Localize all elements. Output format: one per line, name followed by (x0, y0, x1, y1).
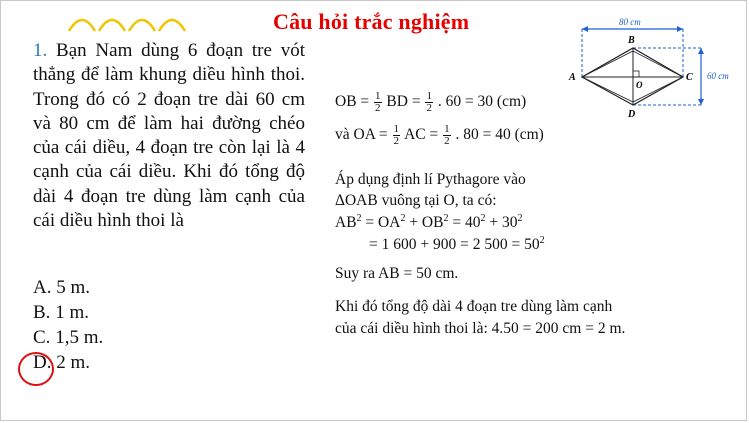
solution-oa (335, 124, 544, 147)
eq-text: = 40 (448, 214, 481, 231)
decorative-arcs-icon (67, 7, 191, 33)
arrow-down-icon (698, 99, 704, 105)
eq-text: . 60 = 30 (cm) (437, 93, 527, 111)
option-letter: A. (33, 277, 52, 298)
eq-text: . 80 = 40 (cm) (455, 126, 544, 144)
question-text (33, 39, 305, 233)
vertex-b: B (628, 35, 635, 46)
frac-num: 1 (375, 90, 381, 102)
frac-num: 1 (426, 90, 432, 102)
exponent: 2 (480, 213, 486, 224)
vertex-c: C (686, 72, 693, 83)
right-angle-mark (633, 71, 639, 77)
frac-den: 2 (393, 135, 400, 147)
question-number: 1. (33, 40, 48, 61)
pythagore-line-2: ΔOAB vuông tại O, ta có: (335, 192, 497, 209)
frac-num: 1 (393, 123, 400, 135)
final-line-1: Khi đó tổng độ dài 4 đoạn tre dùng làm cạnh (335, 298, 613, 315)
final-line-2: của cái diều hình thoi là: 4.50 = 200 cm = 2 m. (335, 320, 626, 337)
option-letter: C. (33, 327, 51, 348)
option-text: 5 m. (56, 277, 91, 298)
eq-text: AB (335, 214, 357, 231)
exponent: 2 (517, 213, 523, 224)
exponent: 2 (400, 213, 406, 224)
option-c[interactable] (33, 325, 103, 350)
option-letter: B. (33, 302, 51, 323)
selected-answer-circle (18, 352, 54, 386)
fraction (425, 91, 433, 114)
option-text: 2 m. (56, 352, 91, 373)
frac-den: 2 (444, 135, 450, 147)
equation-1 (335, 214, 522, 232)
eq-text: AC = (404, 126, 439, 144)
question-body: Bạn Nam dùng 6 đoạn tre vót thẳng để làm khung diều hình thoi. Trong đó có 2 đoạn tre dài 60 cm và 80 cm để làm hai đường chéo của cái diều, 4 đoạn tre còn lại là 4 cạnh của cái diều. Khi đó tổng độ dài 4 đoạn tre dùng làm cạnh của cái diều hình thoi là (33, 40, 305, 232)
vertex-o: O (636, 80, 643, 90)
fraction (393, 124, 401, 147)
rhombus-kite-diagram (567, 15, 743, 123)
eq-text: + OB (405, 214, 444, 231)
eq-text: = OA (361, 214, 401, 231)
fraction (443, 124, 451, 147)
option-letter: D. (33, 352, 52, 373)
vertex-a: A (569, 72, 576, 83)
eq-text: BD = (386, 93, 421, 111)
option-a[interactable] (33, 275, 103, 300)
option-text: 1 m. (55, 302, 89, 323)
arrow-right-icon (677, 26, 683, 32)
fraction (374, 91, 382, 114)
width-label: 80 cm (619, 17, 641, 27)
eq-text: và OA = (335, 126, 388, 144)
equation-2 (369, 236, 545, 254)
eq-text: = 1 600 + 900 = 2 500 = 50 (369, 236, 540, 253)
eq-text: + 30 (485, 214, 518, 231)
vertex-d: D (628, 109, 636, 120)
exponent: 2 (539, 235, 545, 246)
frac-num: 1 (444, 123, 450, 135)
frac-den: 2 (426, 102, 432, 114)
exponent: 2 (443, 213, 449, 224)
solution-ob (335, 91, 526, 114)
eq-text: OB = (335, 93, 370, 111)
pythagore-line-1: Áp dụng định lí Pythagore vào (335, 171, 526, 188)
option-text: 1,5 m. (55, 327, 104, 348)
arrow-up-icon (698, 48, 704, 54)
arrow-left-icon (582, 26, 588, 32)
conclusion: Suy ra AB = 50 cm. (335, 265, 459, 282)
option-b[interactable] (33, 300, 103, 325)
frac-den: 2 (375, 102, 381, 114)
height-label: 60 cm (707, 71, 729, 81)
exponent: 2 (356, 213, 362, 224)
slide-title: Câu hỏi trắc nghiệm (273, 9, 470, 34)
